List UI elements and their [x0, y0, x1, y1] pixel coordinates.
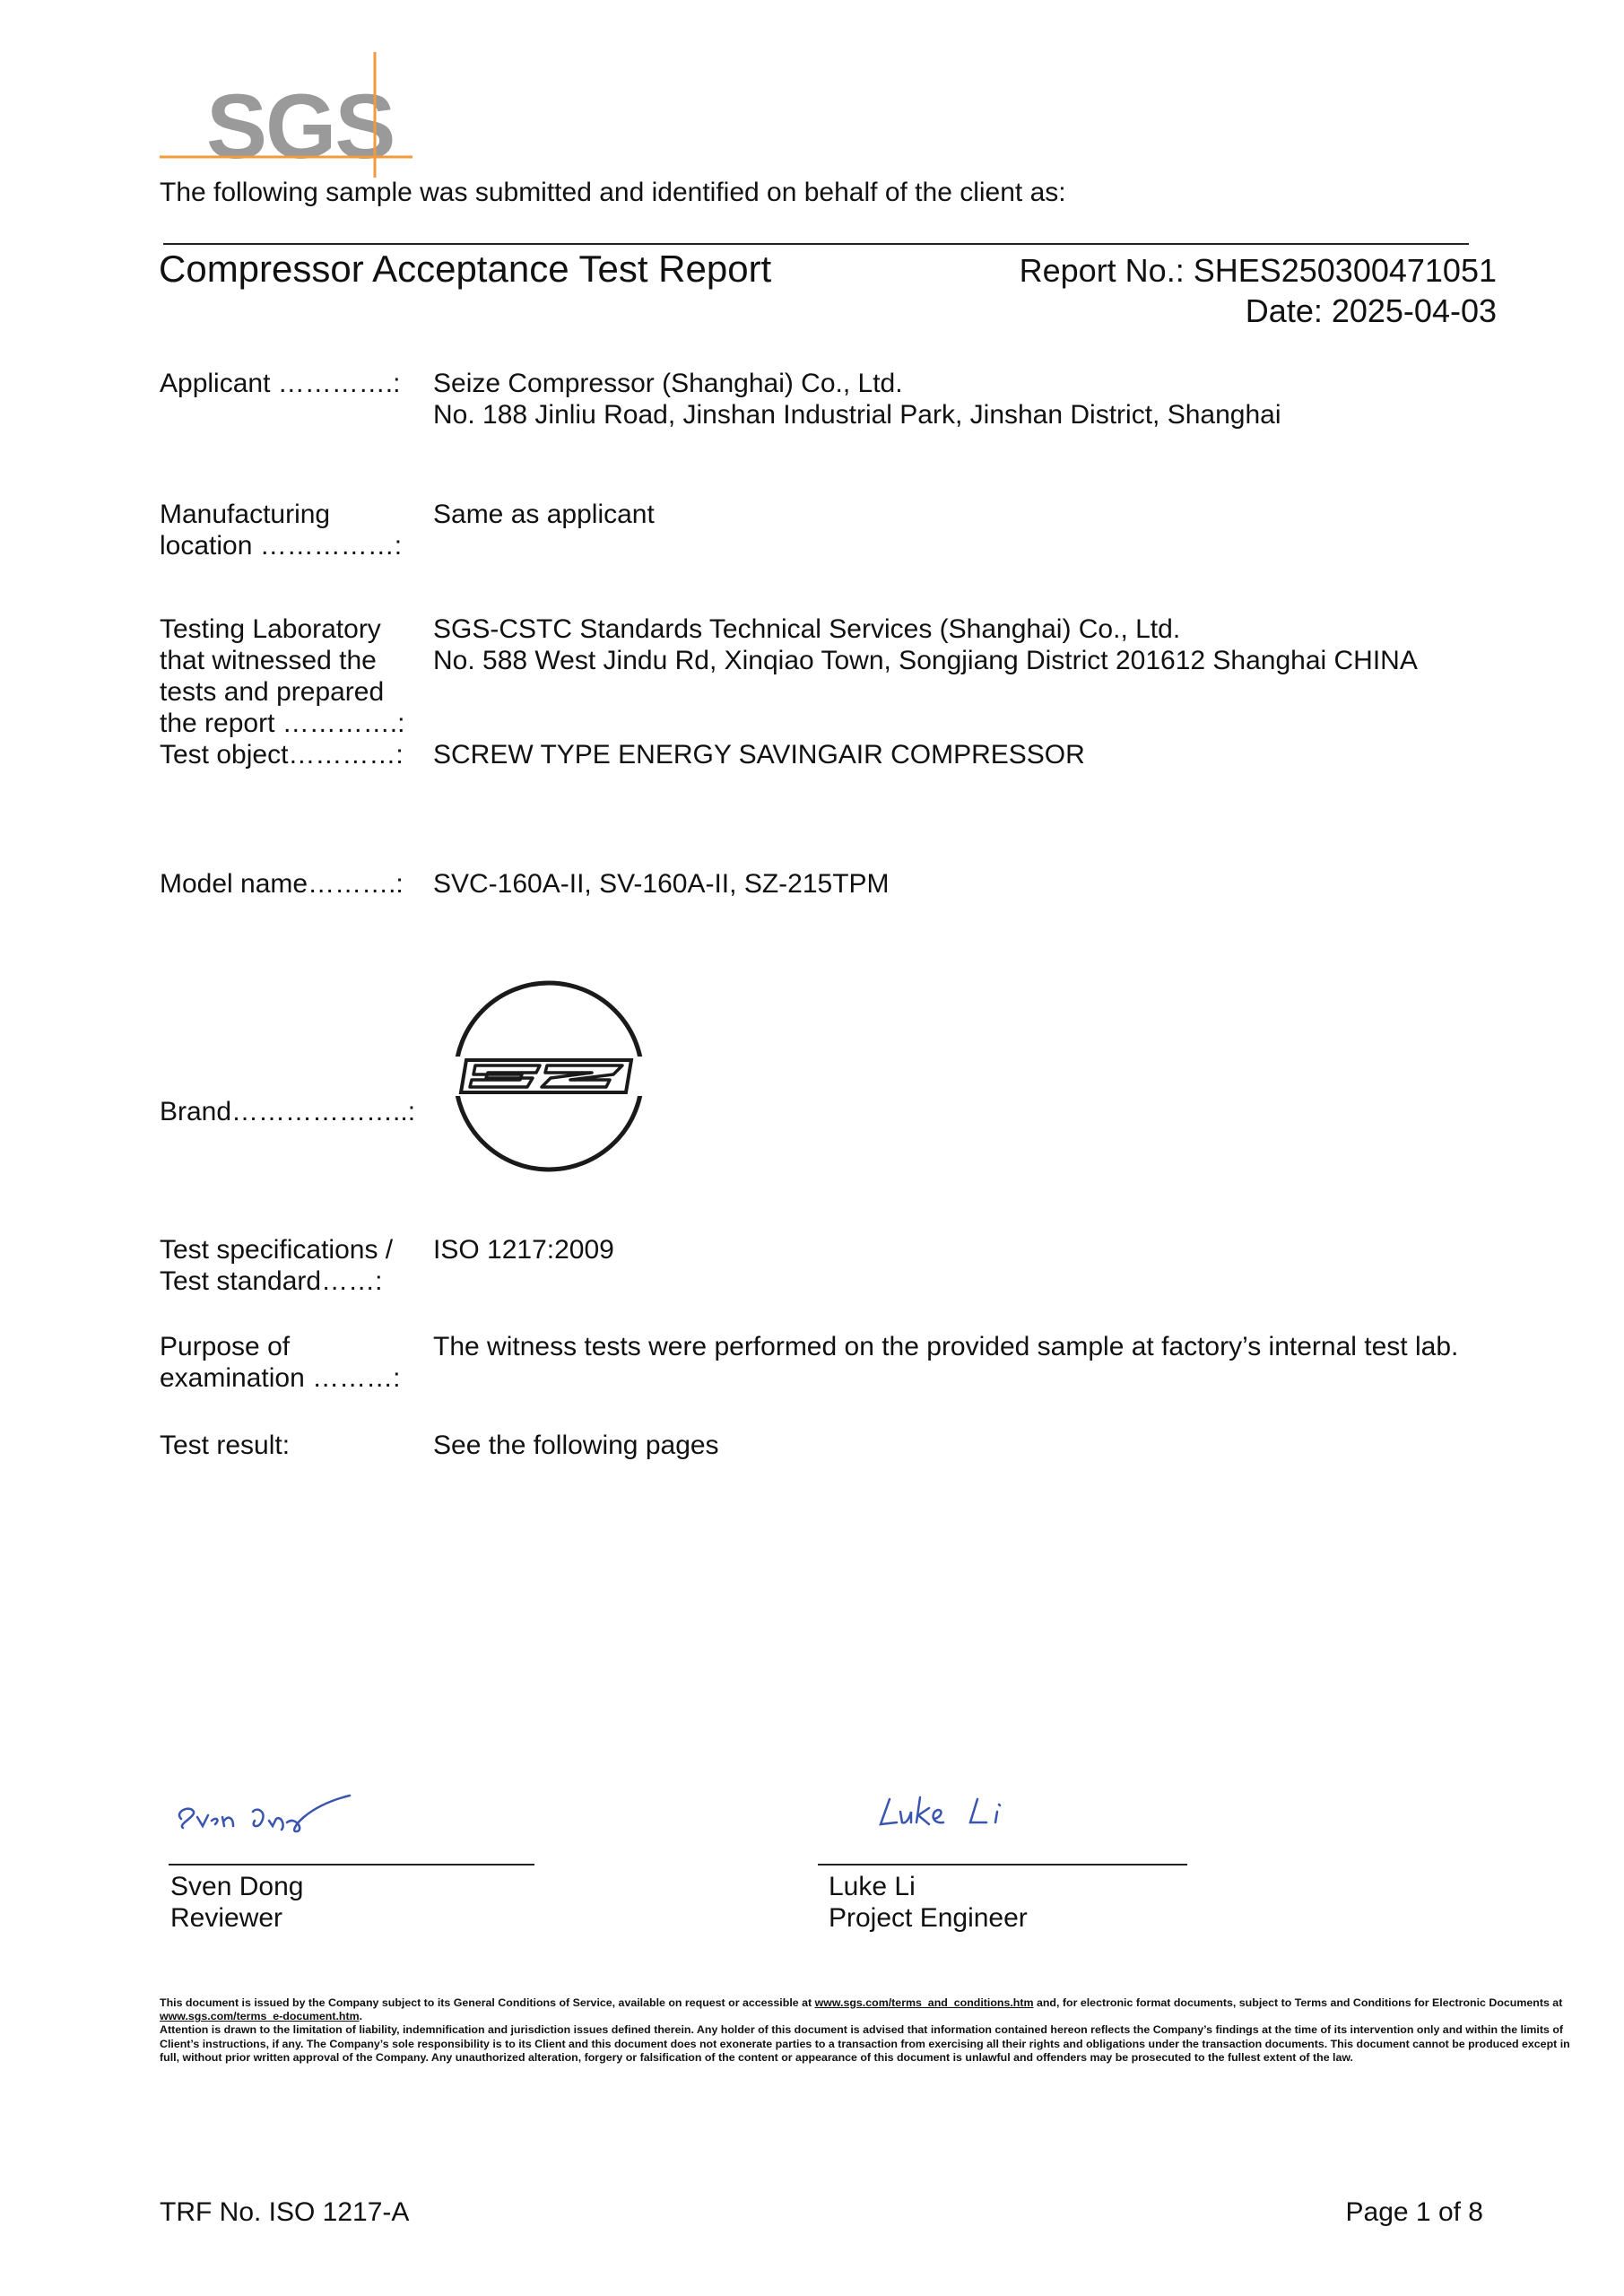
engineer-name: Luke Li: [829, 1872, 916, 1901]
reviewer-signature: [170, 1785, 404, 1839]
engineer-role: Project Engineer: [829, 1903, 1028, 1933]
applicant-address: No. 188 Jinliu Road, Jinshan Industrial Park, Jinshan District, Shanghai: [433, 400, 1281, 430]
laboratory-label-line: the report ………….:: [160, 709, 405, 738]
purpose-label-line: Purpose of: [160, 1332, 291, 1361]
legal-disclaimer: [160, 1996, 1576, 2065]
laboratory-label-line: tests and prepared: [160, 677, 385, 707]
intro-text: The following sample was submitted and identified on behalf of the client as:: [160, 178, 1066, 207]
purpose-label: [160, 1331, 420, 1394]
disclaimer-text: .: [359, 2010, 363, 2023]
disclaimer-text: This document is issued by the Company subject to its General Conditions of Service, available on request or accessible at: [160, 1996, 815, 2009]
reviewer-name: Sven Dong: [170, 1872, 304, 1901]
terms-e-document-link[interactable]: www.sgs.com/terms_e-document.htm: [160, 2010, 360, 2023]
terms-conditions-link[interactable]: www.sgs.com/terms_and_conditions.htm: [814, 1996, 1034, 2009]
purpose-value: The witness tests were performed on the provided sample at factory’s internal test lab.: [433, 1332, 1459, 1361]
report-date: Date: 2025-04-03: [1245, 292, 1497, 329]
manufacturing-label: [160, 499, 420, 561]
specifications-value: ISO 1217:2009: [433, 1235, 614, 1265]
disclaimer-paragraph-2: Attention is drawn to the limitation of liability, indemnification and jurisdiction issues defined therein. Any holder of this document is advised that information contained hereon reflects the Company’s findings at the time of its intervention only and within the limits of Client’s instructions, if any. The Company’s sole responsibility is to its Client and this document does not exonerate parties to a transaction from exercising all their rights and obligations under the transaction documents. This document cannot be produced except in full, without prior written approval of the Company. Any unauthorized alteration, forgery or falsification of the content or appearance of this document is unlawful and offenders may be prosecuted to the fullest extent of the law.: [160, 2023, 1570, 2064]
report-number: Report No.: SHES250300471051: [1019, 252, 1497, 289]
reviewer-role: Reviewer: [170, 1903, 283, 1933]
applicant-name: Seize Compressor (Shanghai) Co., Ltd.: [433, 369, 903, 398]
sz-brand-logo: [447, 974, 651, 1178]
disclaimer-paragraph-1: [160, 1996, 1576, 2023]
laboratory-label-line: that witnessed the: [160, 646, 377, 675]
purpose-label-line: examination ………:: [160, 1363, 401, 1393]
specifications-label: [160, 1234, 420, 1297]
laboratory-label-line: Testing Laboratory: [160, 614, 381, 644]
reviewer-signature-line: [169, 1864, 534, 1866]
trf-number: TRF No. ISO 1217-A: [160, 2197, 410, 2227]
disclaimer-text: and, for electronic format documents, subject to Terms and Conditions for Electronic Documents at: [1033, 1996, 1563, 2009]
model-name-label: Model name……….:: [160, 869, 404, 899]
manufacturing-value: Same as applicant: [433, 500, 655, 529]
test-object-label: Test object…………:: [160, 740, 404, 770]
applicant-value: [433, 368, 1509, 430]
page-number: Page 1 of 8: [1345, 2197, 1483, 2227]
specifications-label-line: Test standard……:: [160, 1266, 383, 1296]
sgs-logo: [160, 52, 413, 178]
header-divider: [163, 243, 1469, 245]
engineer-signature: [877, 1785, 1110, 1839]
test-object-value: SCREW TYPE ENERGY SAVINGAIR COMPRESSOR: [433, 740, 1085, 770]
report-title: Compressor Acceptance Test Report: [159, 248, 772, 290]
result-value: See the following pages: [433, 1431, 719, 1460]
applicant-label: Applicant ………….:: [160, 369, 401, 398]
model-name-value: SVC-160A-II, SV-160A-II, SZ-215TPM: [433, 869, 890, 899]
laboratory-value: [433, 613, 1509, 676]
manufacturing-label-line: Manufacturing: [160, 500, 331, 529]
laboratory-label: [160, 613, 420, 739]
specifications-label-line: Test specifications /: [160, 1235, 394, 1265]
brand-label: Brand………………..:: [160, 1097, 416, 1126]
manufacturing-label-line: location ……………:: [160, 531, 403, 561]
laboratory-name: SGS-CSTC Standards Technical Services (Shanghai) Co., Ltd.: [433, 614, 1181, 644]
engineer-signature-line: [818, 1864, 1187, 1866]
result-label: Test result:: [160, 1431, 291, 1460]
sgs-logo-text: SGS: [206, 75, 395, 178]
laboratory-address: No. 588 West Jindu Rd, Xinqiao Town, Songjiang District 201612 Shanghai CHINA: [433, 646, 1418, 675]
